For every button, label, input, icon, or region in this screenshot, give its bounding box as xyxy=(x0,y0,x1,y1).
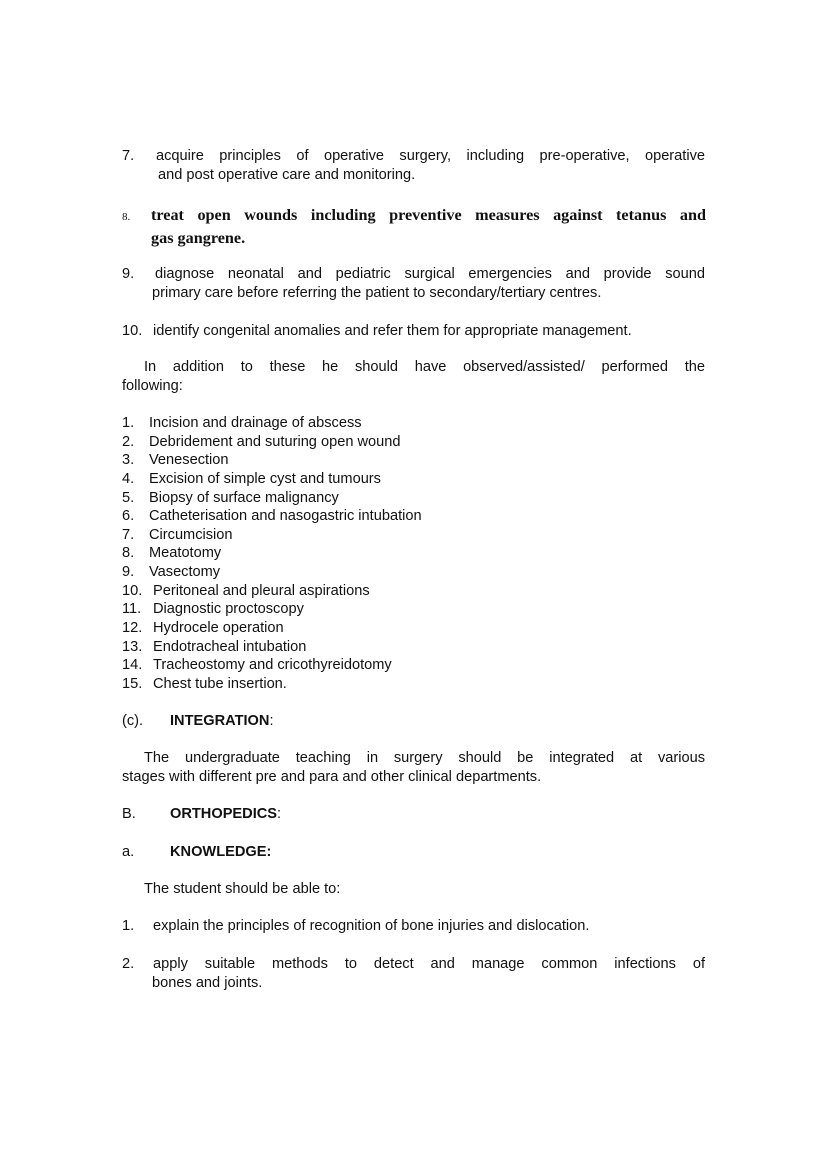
objective-number: 10. xyxy=(122,323,143,339)
list-item: Venesection xyxy=(149,452,229,468)
list-item: Meatotomy xyxy=(149,545,222,561)
objective-number: 1. xyxy=(122,918,135,934)
list-number: 11. xyxy=(122,601,142,617)
list-number: 2. xyxy=(122,434,135,450)
paragraph-line: following: xyxy=(122,378,183,394)
list-number: 12. xyxy=(122,620,143,636)
list-number: 5. xyxy=(122,490,135,506)
list-item: Debridement and suturing open wound xyxy=(149,434,401,450)
list-number: 14. xyxy=(122,657,143,673)
list-number: 9. xyxy=(122,564,135,580)
list-item: Tracheostomy and cricothyreidotomy xyxy=(153,657,392,673)
list-number: 1. xyxy=(122,415,135,431)
paragraph-line: In addition to these he should have observed/assisted/ performed the xyxy=(144,359,705,375)
section-heading-orthopedics xyxy=(170,805,281,824)
objective-number: 9. xyxy=(122,266,135,282)
paragraph-line: stages with different pre and para and other clinical departments. xyxy=(122,769,542,785)
section-heading-integration xyxy=(170,712,274,731)
heading-text: INTEGRATION xyxy=(170,713,270,729)
list-item: Peritoneal and pleural aspirations xyxy=(153,583,370,599)
list-item: Catheterisation and nasogastric intubation xyxy=(149,508,422,524)
list-number: 10. xyxy=(122,583,143,599)
list-item: Diagnostic proctoscopy xyxy=(153,601,304,617)
list-number: 3. xyxy=(122,452,135,468)
objective-number: 2. xyxy=(122,956,135,972)
objective-text-line: diagnose neonatal and pediatric surgical emergencies and provide sound xyxy=(155,266,705,282)
paragraph-line: The student should be able to: xyxy=(144,881,341,897)
objective-text-line: explain the principles of recognition of bone injuries and dislocation. xyxy=(153,918,590,934)
heading-colon: : xyxy=(277,806,282,822)
objective-text-line: identify congenital anomalies and refer them for appropriate management. xyxy=(153,323,632,339)
objective-text-line: and post operative care and monitoring. xyxy=(158,167,416,183)
objective-text-line: acquire principles of operative surgery, including pre-operative, operative xyxy=(156,148,705,164)
list-number: 8. xyxy=(122,545,135,561)
list-item: Chest tube insertion. xyxy=(153,676,287,692)
list-item: Vasectomy xyxy=(149,564,221,580)
section-marker: a. xyxy=(122,844,135,860)
objective-number: 7. xyxy=(122,148,135,164)
heading-text: ORTHOPEDICS xyxy=(170,806,278,822)
objective-text-line: bones and joints. xyxy=(152,975,263,991)
heading-colon: : xyxy=(269,713,274,729)
objective-text-line: apply suitable methods to detect and manage common infections of xyxy=(153,956,705,972)
list-item: Biopsy of surface malignancy xyxy=(149,490,339,506)
list-number: 7. xyxy=(122,527,135,543)
section-heading-knowledge: KNOWLEDGE: xyxy=(170,844,272,860)
section-marker: B. xyxy=(122,806,136,822)
objective-text-line: primary care before referring the patient to secondary/tertiary centres. xyxy=(152,285,602,301)
list-number: 13. xyxy=(122,639,143,655)
list-item: Excision of simple cyst and tumours xyxy=(149,471,381,487)
list-item: Circumcision xyxy=(149,527,233,543)
objective-number: 8. xyxy=(122,211,131,223)
list-item: Endotracheal intubation xyxy=(153,639,307,655)
list-item: Incision and drainage of abscess xyxy=(149,415,362,431)
list-item: Hydrocele operation xyxy=(153,620,284,636)
list-number: 15. xyxy=(122,676,143,692)
objective-text-line: treat open wounds including preventive measures against tetanus and xyxy=(151,206,706,224)
paragraph-line: The undergraduate teaching in surgery should be integrated at various xyxy=(144,750,705,766)
list-number: 6. xyxy=(122,508,135,524)
section-marker: (c). xyxy=(122,713,144,729)
objective-text-line: gas gangrene. xyxy=(151,229,246,247)
list-number: 4. xyxy=(122,471,135,487)
